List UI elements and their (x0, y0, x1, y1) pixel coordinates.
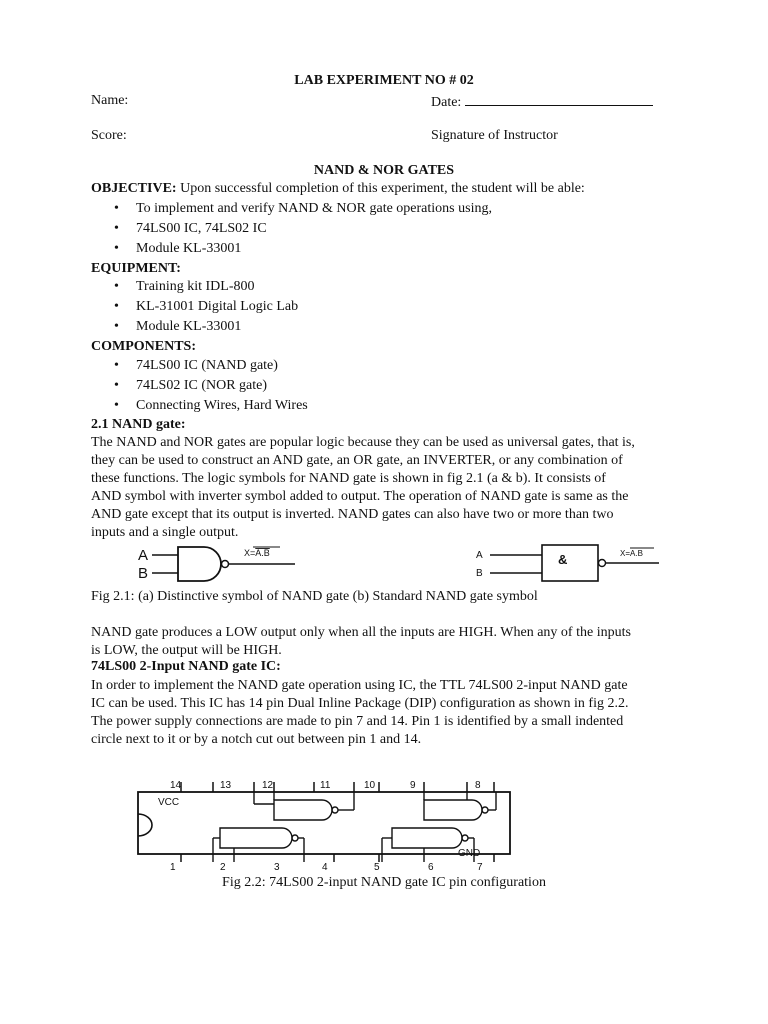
pin-label: 10 (364, 780, 376, 791)
input-b-label: B (476, 568, 483, 579)
lab-title: LAB EXPERIMENT NO # 02 (294, 73, 474, 88)
fig-2-1-caption: Fig 2.1: (a) Distinctive symbol of NAND gate (b) Standard NAND gate symbol (91, 589, 538, 604)
score-label: Score: (91, 128, 127, 143)
ic-74ls00-pin-diagram (134, 776, 534, 872)
gnd-label: GND (458, 848, 481, 859)
equipment-heading: EQUIPMENT: (91, 261, 181, 276)
nand-standard-symbol (474, 543, 674, 583)
pin-label: 7 (477, 862, 483, 872)
pin-label: 14 (170, 780, 182, 791)
input-a-label: A (476, 550, 483, 561)
output-expression: X=A.B (244, 548, 270, 558)
pin-label: 12 (262, 780, 274, 791)
pin-label: 13 (220, 780, 232, 791)
vcc-label: VCC (158, 797, 180, 808)
name-label: Name: (91, 93, 129, 108)
pin-label: 5 (374, 862, 380, 872)
pin-label: 4 (322, 862, 328, 872)
pin-label: 9 (410, 780, 416, 791)
pin-label: 8 (475, 780, 481, 791)
and-symbol: & (558, 552, 568, 567)
pin-label: 1 (170, 862, 176, 872)
section-2-1-heading: 2.1 NAND gate: (91, 417, 186, 432)
nand-distinctive-symbol (130, 543, 330, 585)
ic-section-heading: 74LS00 2-Input NAND gate IC: (91, 659, 281, 674)
pin-label: 2 (220, 862, 226, 872)
document-page: LAB EXPERIMENT NO # 02 Name: Date: Score: Signature of Instructor NAND & NOR GATES OBJECTIVE: Upon successful completion of this experiment, the student will be able: • To implement and verify NAND & NOR gate operations using, • 74LS00 IC, 74LS02 IC • Module KL-33001 EQUIPMENT: • Training kit IDL-800 • KL-31001 Digital Logic Lab • Module KL-33001 COMPONENTS: • 74LS00 IC (NAND gate) • 74LS02 IC (NOR gate) • Connecting Wires, Hard Wires 2.1 NAND gate: The NAND and NOR gates are popular logic because they can be used as universal gates, that is, they can be used to construct an AND gate, an OR gate, an INVERTER, or any combination of these functions. The logic symbols for NAND gate is shown in fig 2.1 (a & b). It consists of AND symbol with inverter symbol added to output. The operation of NAND gate is same as the AND gate except that its output is inverted. NAND gates can also have two or more than two inputs and a single output. A B X=A.B A B & X=A.B Fig 2.1: (a) Distinctive symbol of NAND gate (b) Standard NAND gate symbol NAND gate produces a LOW output only when all the inputs are HIGH. When any of the inputs is LOW, the output will be HIGH. 74LS00 2-Input NAND gate IC: In order to implement the NAND gate operation using IC, the TTL 74LS00 2-input NAND gate IC can be used. This IC has 14 pin Dual Inline Package (DIP) configuration as shown in fig 2.2. The power supply connections are made to pin 7 and 14. Pin 1 is identified by a small indented circle next to it or by a notch cut out between pin 1 and 14. 14 13 12 11 10 9 8 VCC GND 1 2 3 4 5 6 7 Fig 2.2: 74LS00 2-input NAND gate IC pin configuration (0, 0, 768, 1024)
objective-label: OBJECTIVE: (91, 181, 177, 196)
pin-label: 6 (428, 862, 434, 872)
components-heading: COMPONENTS: (91, 339, 196, 354)
pin-label: 11 (320, 780, 331, 791)
date-blank-line (465, 93, 653, 106)
objective-text: Upon successful completion of this experiment, the student will be able: (176, 181, 585, 196)
section-2-1-paragraph: The NAND and NOR gates are popular logic because they can be used as universal gates, that is, they can be used to construct an AND gate, an OR gate, an INVERTER, or any combination of these functions. The logic symbols for NAND gate is shown in fig 2.1 (a & b). It consists of AND symbol with inverter symbol added to output. The operation of NAND gate is same as the AND gate except that its output is inverted. NAND gates can also have two or more than two inputs and a single output. (91, 435, 635, 540)
date-field (431, 93, 653, 111)
nand-output-paragraph: NAND gate produces a LOW output only when all the inputs are HIGH. When any of the inputs is LOW, the output will be HIGH. (91, 625, 631, 658)
date-label: Date: (431, 95, 462, 110)
pin-label: 3 (274, 862, 280, 872)
ic-section-paragraph: In order to implement the NAND gate operation using IC, the TTL 74LS00 2-input NAND gate IC can be used. This IC has 14 pin Dual Inline Package (DIP) configuration as shown in fig 2.2. The power supply connections are made to pin 7 and 14. Pin 1 is identified by a small indented circle next to it or by a notch cut out between pin 1 and 14. (91, 678, 629, 747)
output-expression: X=A.B (620, 549, 643, 558)
fig-2-2-caption: Fig 2.2: 74LS00 2-input NAND gate IC pin configuration (222, 875, 546, 890)
input-b-label: B (138, 565, 149, 582)
experiment-subtitle: NAND & NOR GATES (313, 163, 455, 178)
objective-line (91, 181, 585, 197)
signature-label: Signature of Instructor (431, 128, 558, 143)
input-a-label: A (138, 547, 149, 564)
